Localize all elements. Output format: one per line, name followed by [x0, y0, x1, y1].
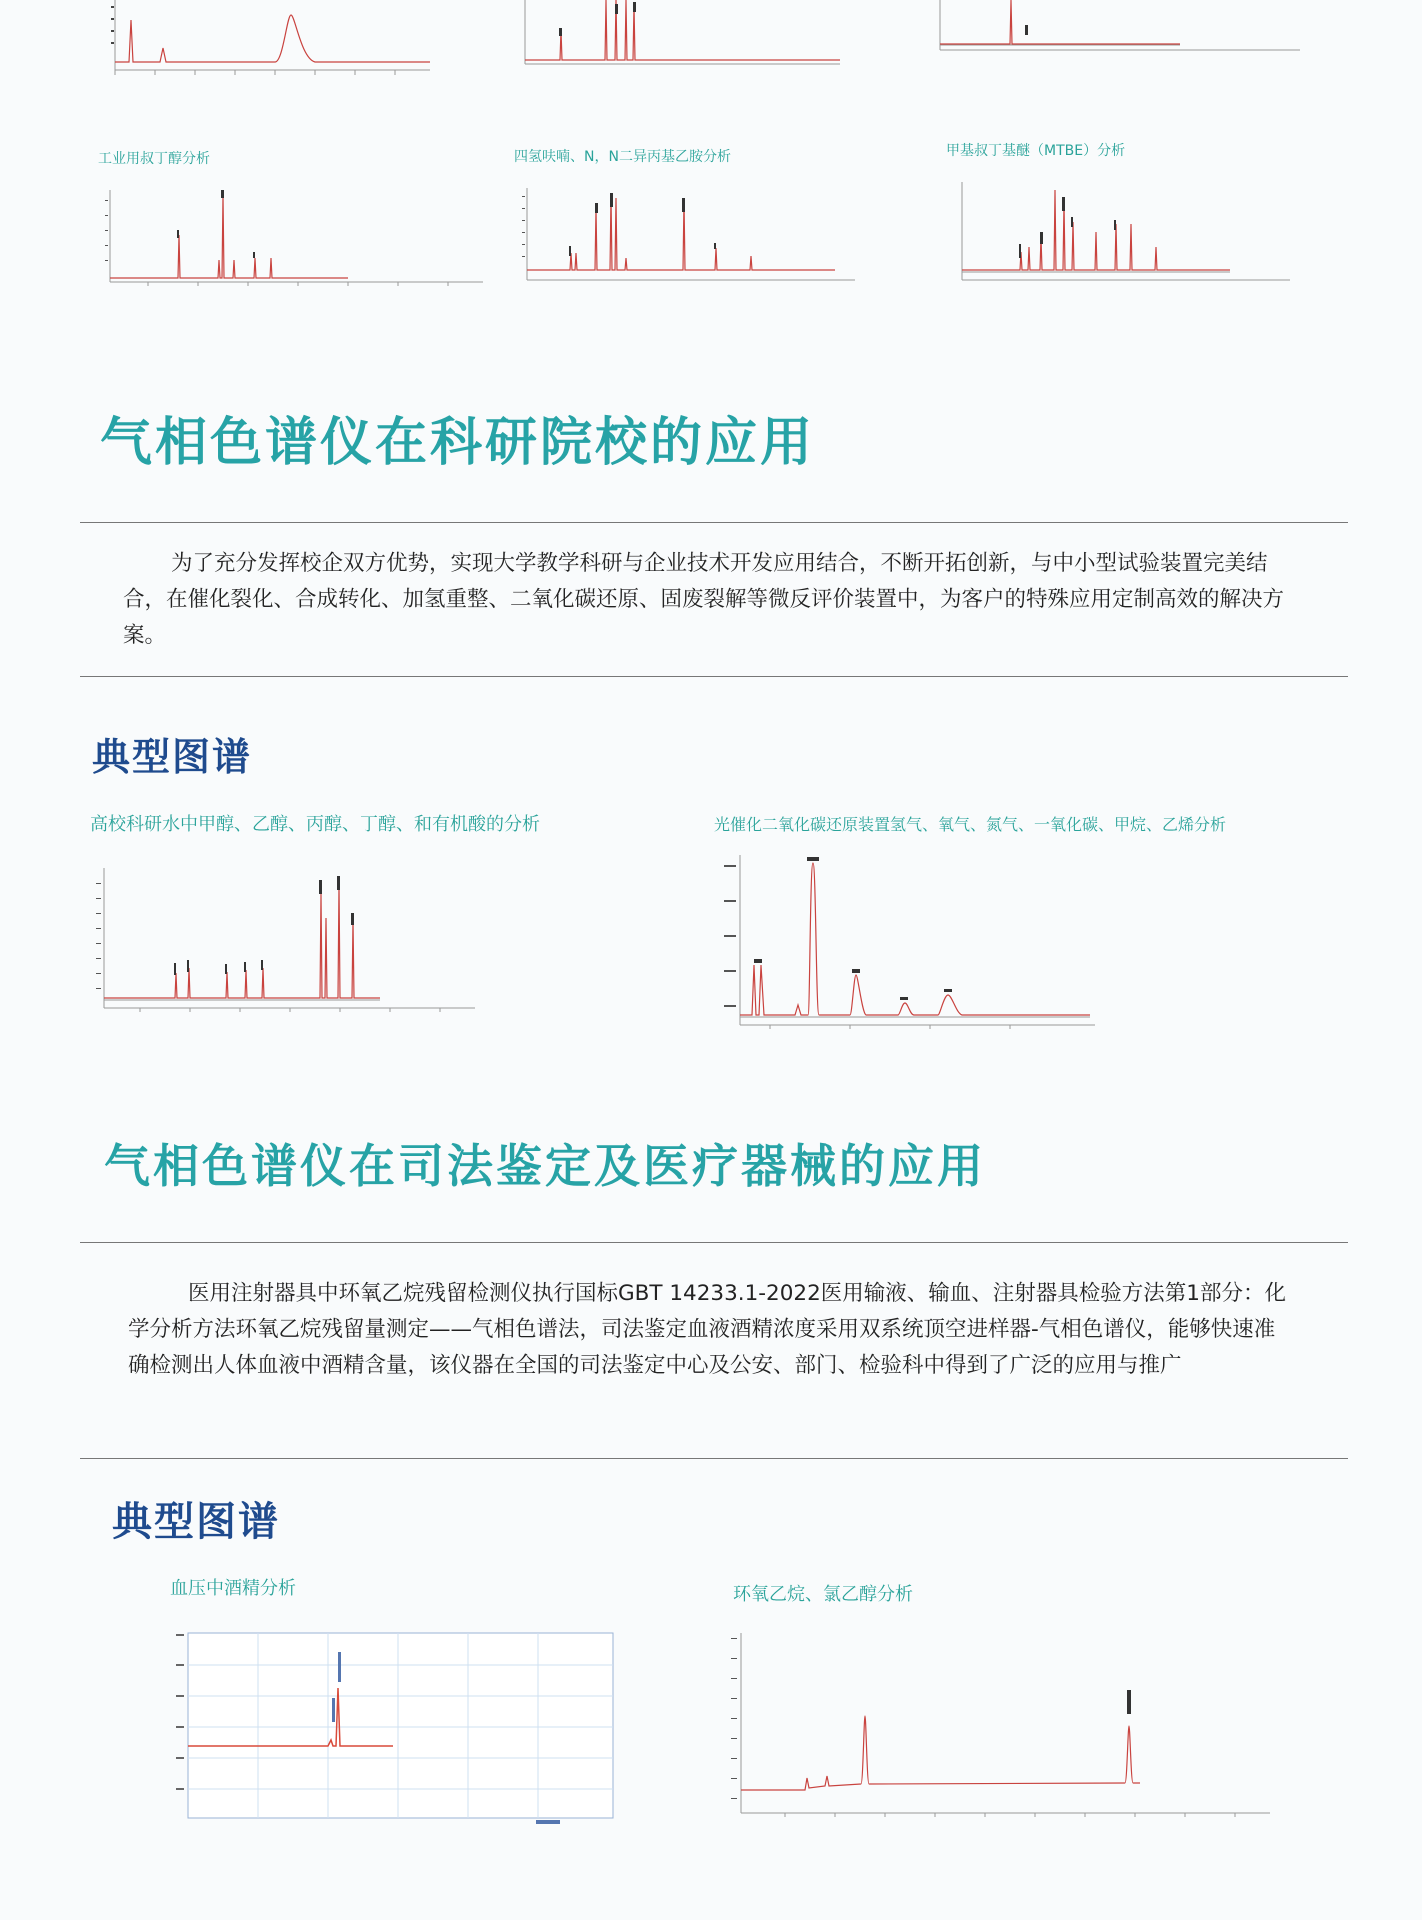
chromatogram-ethylene-oxide — [725, 1628, 1285, 1828]
chromatogram-mtbe — [950, 182, 1295, 287]
divider — [80, 1242, 1348, 1243]
chromatogram-partial-1 — [105, 0, 435, 80]
chromatogram-photocatalytic-co2 — [710, 855, 1100, 1035]
paragraph-forensic — [128, 1276, 1290, 1384]
caption-ethylene-oxide: 环氧乙烷、氯乙醇分析 — [733, 1584, 913, 1605]
caption-mtbe: 甲基叔丁基醚（MTBE）分析 — [946, 143, 1126, 159]
chromatogram-tert-butanol — [98, 190, 488, 290]
caption-thf-dipea: 四氢呋喃、N，N二异丙基乙胺分析 — [514, 149, 731, 165]
caption-tert-butanol: 工业用叔丁醇分析 — [98, 151, 210, 167]
caption-alcohols-water: 高校科研水中甲醇、乙醇、丙醇、丁醇、和有机酸的分析 — [90, 814, 540, 835]
chromatogram-partial-2 — [515, 0, 845, 80]
divider — [80, 676, 1348, 677]
caption-photocatalytic-co2: 光催化二氧化碳还原装置氢气、氧气、氮气、一氧化碳、甲烷、乙烯分析 — [714, 815, 1227, 834]
typical-spectra-heading-2: 典型图谱 — [112, 1499, 280, 1545]
typical-spectra-heading-1: 典型图谱 — [92, 735, 253, 779]
paragraph-forensic-text: 医用注射器具中环氧乙烷残留检测仪执行国标GBT 14233.1-2022医用输液、输血、注射器具检验方法第1部分：化学分析方法环氧乙烷残留量测定——气相色谱法，司法鉴定血液酒精浓度采用双系统顶空进样器-气相色谱仪，能够快速准确检测出人体血液中酒精含量，该仪器在全国的司法鉴定中心及公安、部门、检验科中得到了广泛的应用与推广 — [128, 1281, 1286, 1378]
chromatogram-thf-dipea — [515, 188, 860, 288]
chromatogram-partial-3 — [930, 0, 1310, 70]
section-title-forensic: 气相色谱仪在司法鉴定及医疗器械的应用 — [104, 1139, 986, 1193]
chromatogram-alcohols — [90, 868, 480, 1018]
paragraph-research-text: 为了充分发挥校企双方优势，实现大学教学科研与企业技术开发应用结合，不断开拓创新，与中小型试验装置完美结合，在催化裂化、合成转化、加氢重整、二氧化碳还原、固废裂解等微反评价装置中，为客户的特殊应用定制高效的解决方案。 — [123, 551, 1285, 648]
chromatogram-blood-alcohol — [168, 1628, 638, 1828]
divider — [80, 1458, 1348, 1459]
divider — [80, 522, 1348, 523]
paragraph-research — [123, 546, 1299, 654]
section-title-research: 气相色谱仪在科研院校的应用 — [100, 413, 816, 473]
caption-blood-alcohol: 血压中酒精分析 — [170, 1578, 296, 1599]
